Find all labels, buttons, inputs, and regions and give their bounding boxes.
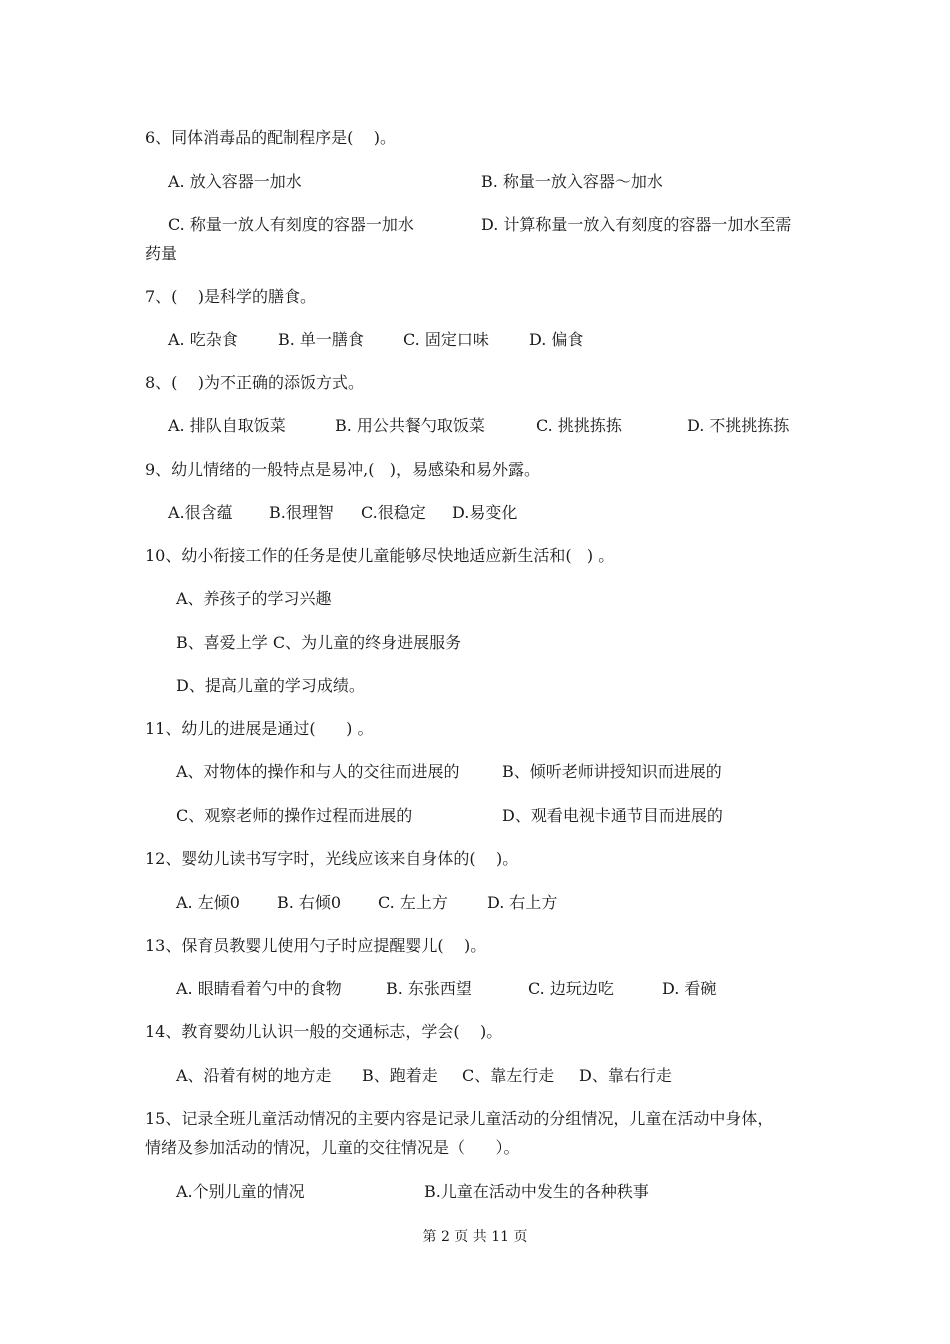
question-10-option-bc: B、喜爱上学 C、为儿童的终身进展服务 — [176, 633, 462, 652]
question-6-option-b: B. 称量一放入容器～加水 — [481, 172, 663, 191]
question-11-option-d: D、观看电视卡通节目而进展的 — [502, 806, 723, 825]
question-12-option-c: C. 左上方 — [378, 893, 448, 912]
question-6-continuation: 药量 — [145, 244, 178, 263]
question-9-stem: 9、幼儿情绪的一般特点是易冲,( )，易感染和易外露。 — [145, 460, 541, 479]
page-number-footer: 第 2 页 共 11 页 — [422, 1229, 528, 1245]
question-8-option-c: C. 挑挑拣拣 — [536, 416, 622, 435]
question-14-option-d: D、靠右行走 — [579, 1066, 672, 1085]
question-11-option-c: C、观察老师的操作过程而进展的 — [176, 806, 413, 825]
question-11-stem: 11、幼儿的进展是通过( ) 。 — [145, 719, 374, 738]
question-14-option-a: A、沿着有树的地方走 — [176, 1066, 332, 1085]
question-15-option-b: B.儿童在活动中发生的各种秩事 — [424, 1182, 649, 1201]
question-14-option-c: C、靠左行走 — [462, 1066, 555, 1085]
question-6-option-c: C. 称量一放人有刻度的容器一加水 — [168, 215, 414, 234]
question-12-option-a: A. 左倾0 — [176, 893, 240, 912]
question-10-option-d: D、提高儿童的学习成绩。 — [176, 676, 365, 695]
question-8-option-d: D. 不挑挑拣拣 — [687, 416, 790, 435]
question-7-option-d: D. 偏食 — [529, 330, 584, 349]
question-6-option-d: D. 计算称量一放入有刻度的容器一加水至需 — [481, 215, 792, 234]
question-15-option-a: A.个别儿童的情况 — [176, 1182, 305, 1201]
question-15-stem: 15、记录全班儿童活动情况的主要内容是记录儿童活动的分组情况，儿童在活动中身体， — [145, 1109, 774, 1128]
question-9-option-a: A.很含蕴 — [168, 503, 233, 522]
question-7-option-c: C. 固定口味 — [403, 330, 489, 349]
question-14-option-b: B、跑着走 — [362, 1066, 438, 1085]
question-9-option-b: B.很理智 — [269, 503, 334, 522]
question-13-option-d: D. 看碗 — [662, 979, 717, 998]
question-8-option-a: A. 排队自取饭菜 — [168, 416, 286, 435]
question-13-option-a: A. 眼睛看着勺中的食物 — [176, 979, 342, 998]
question-11-option-b: B、倾听老师讲授知识而进展的 — [502, 762, 722, 781]
question-9-option-d: D.易变化 — [452, 503, 518, 522]
question-15-continuation: 情绪及参加活动的情况，儿童的交往情况是（ ）。 — [145, 1138, 520, 1157]
question-7-option-a: A. 吃杂食 — [168, 330, 238, 349]
question-14-stem: 14、教育婴幼儿认识一般的交通标志，学会( )。 — [145, 1022, 503, 1041]
question-13-option-b: B. 东张西望 — [386, 979, 472, 998]
question-13-stem: 13、保育员教婴儿使用勺子时应提醒婴儿( )。 — [145, 936, 487, 955]
question-8-stem: 8、( )为不正确的添饭方式。 — [145, 373, 365, 392]
question-8-option-b: B. 用公共餐勺取饭菜 — [335, 416, 485, 435]
question-11-option-a: A、对物体的操作和与人的交往而进展的 — [176, 762, 460, 781]
question-6-option-a: A. 放入容器一加水 — [168, 172, 302, 191]
question-10-stem: 10、幼小衔接工作的任务是使儿童能够尽快地适应新生活和( ) 。 — [145, 546, 615, 565]
question-12-stem: 12、婴幼儿读书写字时，光线应该来自身体的( )。 — [145, 849, 519, 868]
question-10-option-a: A、养孩子的学习兴趣 — [176, 589, 332, 608]
question-12-option-d: D. 右上方 — [487, 893, 558, 912]
question-7-option-b: B. 单一膳食 — [278, 330, 364, 349]
question-9-option-c: C.很稳定 — [361, 503, 426, 522]
question-7-stem: 7、( )是科学的膳食。 — [145, 287, 317, 306]
question-12-option-b: B. 右倾0 — [277, 893, 342, 912]
question-13-option-c: C. 边玩边吃 — [528, 979, 614, 998]
question-6-stem: 6、同体消毒品的配制程序是( )。 — [145, 128, 397, 147]
